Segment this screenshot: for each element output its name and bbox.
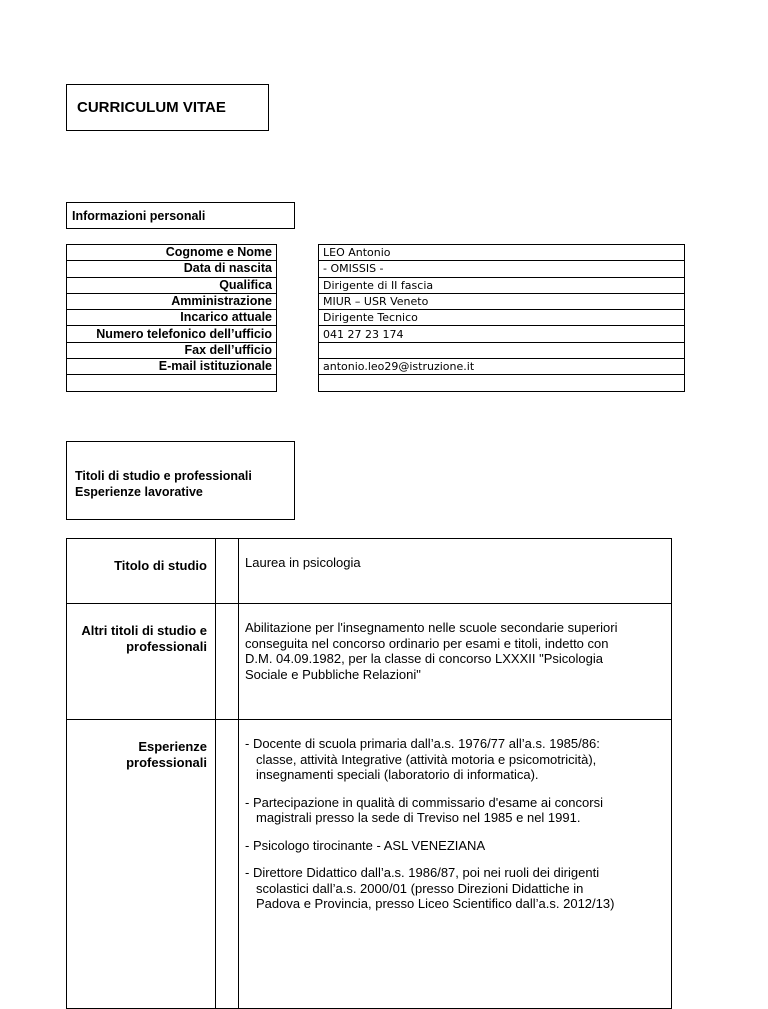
label-nome: Cognome e Nome	[67, 245, 277, 261]
row-value-titolo: Laurea in psicologia	[239, 539, 672, 604]
personal-info-heading: Informazioni personali	[66, 202, 295, 229]
document-title: CURRICULUM VITAE	[66, 84, 269, 131]
list-item: - Partecipazione in qualità di commissario d'esame ai concorsi magistrali presso la sede di Treviso nel 1985 e nel 1991.	[245, 794, 603, 825]
label-data-nascita: Data di nascita	[67, 261, 277, 277]
experience-heading-line-2: Esperienze lavorative	[75, 485, 203, 499]
table-row	[67, 539, 672, 604]
label-telefono: Numero telefonico dell’ufficio	[67, 326, 277, 342]
list-item: - Direttore Didattico dall’a.s. 1986/87, poi nei ruoli dei dirigenti scolastici dall’a.s. 2000/01 (presso Direzioni Didattiche in Padova e Provincia, presso Liceo Scientifico dall’a.s. 2012/13)	[245, 865, 615, 911]
row-label-titolo: Titolo di studio	[67, 539, 216, 604]
value-empty	[319, 375, 685, 391]
value-amministrazione: MIUR – USR Veneto	[319, 293, 685, 309]
experience-heading	[66, 441, 295, 520]
experience-heading-line-1: Titoli di studio e professionali	[75, 469, 252, 483]
value-fax	[319, 342, 685, 358]
value-incarico: Dirigente Tecnico	[319, 310, 685, 326]
label-qualifica: Qualifica	[67, 277, 277, 293]
detail-table	[66, 538, 672, 1009]
personal-labels-table	[66, 244, 277, 392]
label-incarico: Incarico attuale	[67, 310, 277, 326]
table-row	[67, 720, 672, 1009]
row-label-altri-titoli: Altri titoli di studio e professionali	[67, 604, 216, 720]
list-item: - Docente di scuola primaria dall’a.s. 1976/77 all’a.s. 1985/86: classe, attività Integrative (attività motoria e psicomotricità), insegnamenti speciali (laboratorio di informatica).	[245, 736, 600, 782]
text-line: Sociale e Pubbliche Relazioni"	[245, 666, 421, 682]
text-line: Abilitazione per l'insegnamento nelle scuole secondarie superiori	[245, 620, 618, 635]
row-value-altri-titoli	[239, 604, 672, 720]
value-qualifica: Dirigente di II fascia	[319, 277, 685, 293]
row-label-esperienze: Esperienze professionali	[67, 720, 216, 1009]
value-telefono: 041 27 23 174	[319, 326, 685, 342]
label-email: E-mail istituzionale	[67, 359, 277, 375]
value-email: antonio.leo29@istruzione.it	[319, 359, 685, 375]
label-fax: Fax dell’ufficio	[67, 342, 277, 358]
personal-values-table	[318, 244, 685, 392]
row-value-esperienze	[239, 720, 672, 1009]
table-row	[67, 604, 672, 720]
text-line: D.M. 04.09.1982, per la classe di concorso LXXXII "Psicologia	[245, 651, 603, 666]
value-nome: LEO Antonio	[319, 245, 685, 261]
text-line: conseguita nel concorso ordinario per esami e titoli, indetto con	[245, 635, 609, 651]
label-amministrazione: Amministrazione	[67, 293, 277, 309]
list-item: - Psicologo tirocinante - ASL VENEZIANA	[245, 837, 486, 853]
value-data-nascita: - OMISSIS -	[319, 261, 685, 277]
label-empty	[67, 375, 277, 391]
